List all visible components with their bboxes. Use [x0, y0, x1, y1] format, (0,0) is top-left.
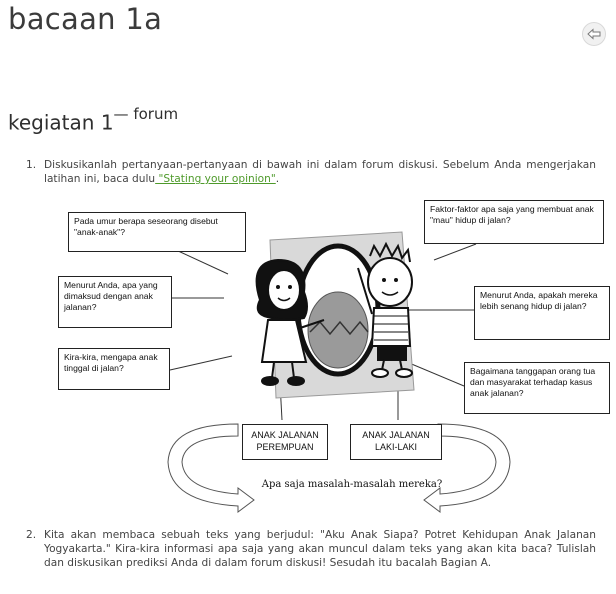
question-box-happier: Menurut Anda, apakah mereka lebih senang hidup di jalan? [474, 286, 610, 340]
question-box-factors: Faktor-faktor apa saja yang membuat anak "mau" hidup di jalan? [424, 200, 604, 244]
center-question: Apa saja masalah-masalah mereka? [261, 479, 443, 490]
question-box-definition: Menurut Anda, apa yang dimaksud dengan anak jalanan? [58, 276, 172, 328]
list-number: 1. [26, 159, 37, 171]
list-item-1 [26, 158, 596, 186]
question-box-age: Pada umur berapa seseorang disebut "anak-anak"? [68, 212, 246, 252]
back-button[interactable] [582, 22, 606, 46]
section-title-suffix: — forum [113, 105, 179, 123]
question-box-response: Bagaimana tanggapan orang tua dan masyarakat terhadap kasus anak jalanan? [464, 362, 610, 414]
box-girl-street-children: ANAK JALANAN PEREMPUAN [242, 424, 328, 460]
item-1-text: Diskusikanlah pertanyaan-pertanyaan di bawah ini dalam forum diskusi. Sebelum Anda mengerjakan latihan ini, baca dulu [44, 159, 596, 185]
list-text [44, 158, 596, 186]
list-text: Kita akan membaca sebuah teks yang berjudul: "Aku Anak Siapa? Potret Kehidupan Anak Jalanan Yogyakarta." Kira-kira informasi apa saja yang akan muncul dalam teks yang akan kita baca? Tulislah dan diskusikan prediksi Anda di dalam forum diskusi! Sesudah itu bacalah Bagian A. [44, 529, 596, 569]
stating-opinion-link[interactable]: "Stating your opinion" [155, 173, 276, 185]
back-arrow-icon [587, 28, 601, 40]
box-boy-street-children: ANAK JALANAN LAKI-LAKI [350, 424, 442, 460]
list-number: 2. [26, 529, 37, 541]
section-title [8, 105, 179, 135]
discussion-diagram [42, 190, 614, 520]
list-item-2 [26, 528, 596, 570]
section-title-text: kegiatan 1 [8, 110, 114, 135]
question-box-reason: Kira-kira, mengapa anak tinggal di jalan? [58, 348, 170, 390]
item-1-end: . [275, 173, 280, 185]
page-title: bacaan 1a [8, 2, 163, 36]
